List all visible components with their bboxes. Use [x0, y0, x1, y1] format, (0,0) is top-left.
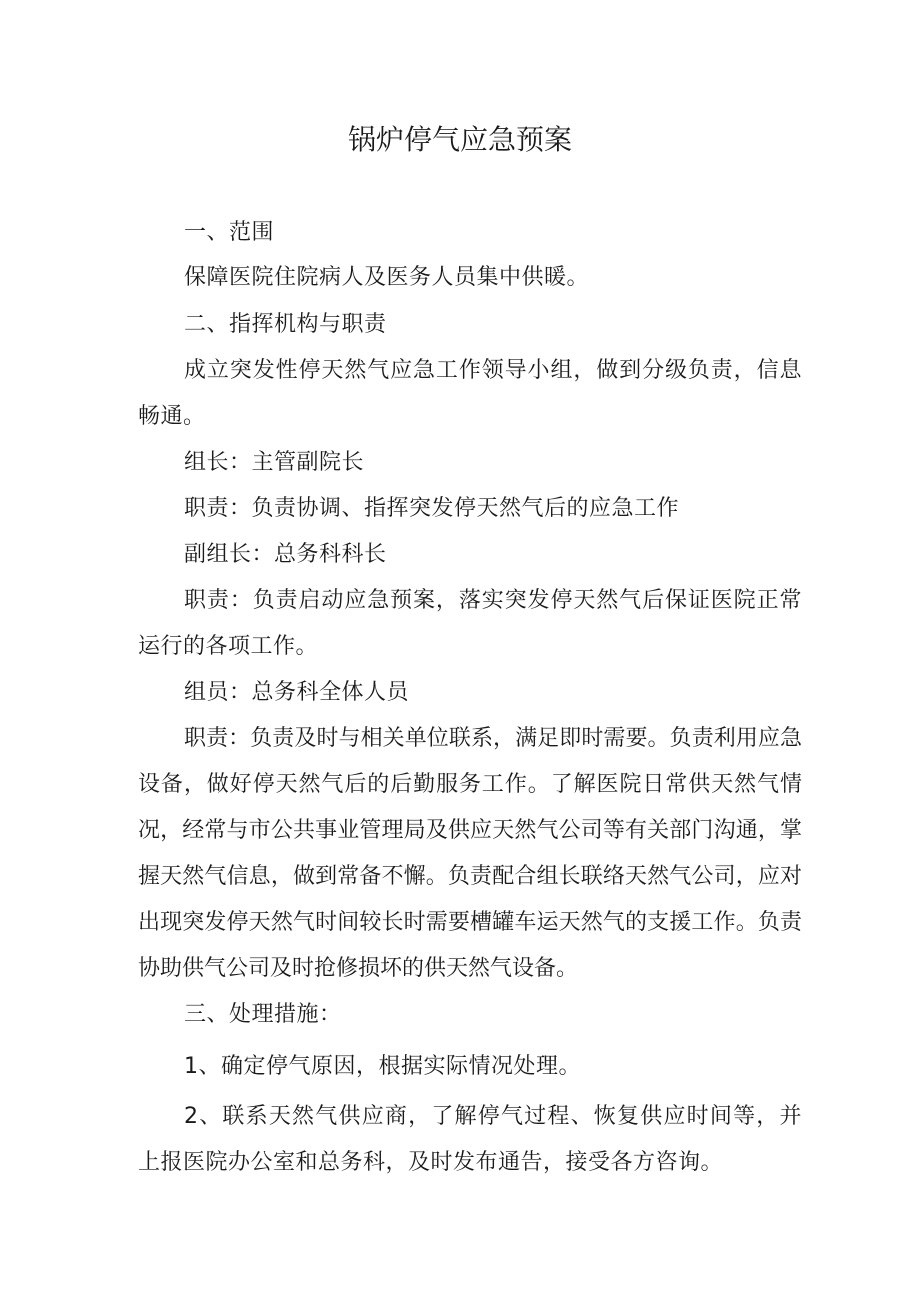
paragraph-leading-group: 成立突发性停天然气应急工作领导小组，做到分级负责，信息畅通。	[138, 358, 802, 429]
paragraph-measure-2: 2、联系天然气供应商，了解停气过程、恢复供应时间等，并上报医院办公室和总务科，及时发布通告，接受各方咨询。	[138, 1104, 802, 1175]
paragraph-scope-body: 保障医院住院病人及医务人员集中供暖。	[184, 265, 590, 290]
document-title: 锅炉停气应急预案	[347, 123, 572, 156]
paragraph-members: 组员：总务科全体人员	[184, 680, 410, 705]
paragraph-members-duty: 职责：负责及时与相关单位联系，满足即时需要。负责利用应急设备，做好停天然气后的后勤服务工作。了解医院日常供天然气情况，经常与市公共事业管理局及供应天然气公司等有关部门沟通，掌握天然气信息，做到常备不懈。负责配合组长联络天然气公司，应对出现突发停天然气时间较长时需要槽罐车运天然气的支援工作。负责协助供气公司及时抢修损坏的供天然气设备。	[138, 726, 802, 981]
section-heading-scope: 一、范围	[184, 220, 275, 245]
section-heading-measures: 三、处理措施：	[184, 1002, 342, 1027]
paragraph-deputy-leader: 副组长：总务科科长	[184, 542, 387, 567]
paragraph-group-leader: 组长：主管副院长	[184, 450, 365, 475]
section-heading-command: 二、指挥机构与职责	[184, 312, 387, 337]
paragraph-measure-1: 1、确定停气原因，根据实际情况处理。	[184, 1054, 581, 1079]
paragraph-deputy-duty: 职责：负责启动应急预案，落实突发停天然气后保证医院正常运行的各项工作。	[138, 588, 802, 659]
paragraph-leader-duty: 职责：负责协调、指挥突发停天然气后的应急工作	[184, 496, 680, 521]
